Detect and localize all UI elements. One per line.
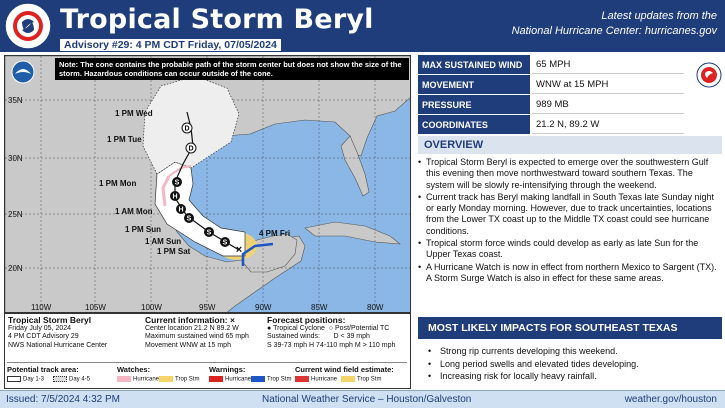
lon-85w: 85W	[311, 303, 328, 312]
lon-90w: 90W	[255, 303, 272, 312]
track-point-letter: S	[206, 229, 212, 237]
impact-item: • Strong rip currents developing this weekend.	[428, 345, 718, 358]
lat-30n: 30N	[8, 154, 23, 163]
label-1pm-wed: 1 PM Wed	[115, 109, 153, 118]
current-movement: Movement WNW at 15 mph	[145, 341, 231, 349]
overview-item: • Current track has Beryl making landfall in South Texas late Sunday night or early Monday morning. However, due to track uncertainties, locations from the Lower TX coast up to the Middle TX coast could see hurricane conditions.	[418, 192, 722, 237]
lon-110w: 110W	[31, 303, 52, 312]
point-sun-pm	[176, 204, 186, 214]
map-legend	[7, 362, 407, 388]
lat-25n: 25N	[8, 210, 23, 219]
lat-20n: 20N	[8, 264, 23, 273]
sustained-winds-row1: Sustained winds: D < 39 mph	[267, 333, 370, 340]
track-point-letter: H	[172, 193, 178, 201]
current-info-title: Current information: ×	[145, 315, 235, 325]
legend-day45: Day 4-5	[53, 376, 90, 383]
impacts-header: MOST LIKELY IMPACTS FOR SOUTHEAST TEXAS	[418, 317, 722, 339]
label-1pm-mon: 1 PM Mon	[99, 179, 137, 188]
nhc-logo-icon	[696, 62, 722, 88]
overview-header: OVERVIEW	[418, 136, 722, 154]
issued-timestamp: Issued: 7/5/2024 4:32 PM	[6, 394, 120, 405]
current-position-icon: ×	[235, 244, 243, 256]
point-sat-am	[220, 237, 230, 247]
impacts-list	[428, 345, 718, 383]
forecast-cone-map	[4, 55, 411, 313]
label-1am-sun: 1 AM Sun	[145, 237, 182, 246]
track-point-letter: D	[184, 125, 190, 133]
overview-item: • Tropical storm force winds could develop as early as late Sun for the Upper Texas coast.	[418, 238, 722, 261]
stat-row-wind	[418, 55, 722, 75]
track-point-letter: S	[186, 215, 192, 223]
map-graphic	[5, 56, 411, 313]
track-point-letter: S	[174, 179, 180, 187]
forecast-title: Forecast positions:	[267, 315, 346, 325]
storm-name: Tropical Storm Beryl	[8, 315, 92, 325]
track-point-letter: H	[178, 206, 184, 214]
point-sun-am	[184, 213, 194, 223]
legend-track-title: Potential track area:	[7, 365, 79, 374]
legend-warn-tropstm: Trop Stm	[251, 376, 291, 383]
forecast-positions-col	[267, 316, 409, 350]
latest-updates-line1: Latest updates from the	[601, 10, 717, 22]
point-mon-pm	[172, 177, 182, 187]
stat-value: 21.2 N, 89.2 W	[532, 115, 684, 134]
lon-105w: 105W	[85, 303, 106, 312]
filled-circle-icon: ●	[267, 324, 272, 332]
point-wed	[182, 123, 192, 133]
legend-watch-tropstm: Trop Stm	[159, 376, 199, 383]
forecast-symbols: ● Tropical Cyclone ○ Post/Potential TC	[267, 324, 390, 332]
overview-list	[418, 157, 722, 285]
noaa-logo-icon	[11, 60, 35, 84]
website-link[interactable]: weather.gov/houston	[624, 394, 717, 405]
lon-80w: 80W	[367, 303, 384, 312]
current-info-col	[145, 316, 275, 350]
overview-item: • Tropical Storm Beryl is expected to emerge over the southwestern Gulf this evening then move northwestward toward southern Texas. The system will be slowly re-intensifying through the weekend.	[418, 157, 722, 191]
stat-label: MOVEMENT	[418, 75, 530, 94]
impact-item: • Increasing risk for locally heavy rainfall.	[428, 370, 718, 383]
stat-row-coordinates	[418, 115, 722, 135]
legend-watch-title: Watches:	[117, 365, 151, 374]
stat-label: PRESSURE	[418, 95, 530, 114]
stat-label: MAX SUSTAINED WIND	[418, 55, 530, 74]
label-1pm-tue: 1 PM Tue	[107, 135, 142, 144]
storm-id-col	[8, 316, 138, 350]
storm-source: NWS National Hurricane Center	[8, 341, 108, 349]
stat-value: WNW at 15 MPH	[532, 75, 684, 94]
legend-day13: Day 1-3	[7, 376, 44, 383]
current-center: Center location 21.2 N 89.2 W	[145, 324, 239, 332]
label-1am-mon: 1 AM Mon	[115, 207, 153, 216]
label-1pm-sat: 1 PM Sat	[157, 247, 191, 256]
lon-100w: 100W	[141, 303, 162, 312]
impact-item: • Long period swells and elevated tides developing.	[428, 358, 718, 371]
stat-row-movement	[418, 75, 722, 95]
cuba-landmass	[305, 222, 400, 244]
legend-wind-hurricane: Hurricane	[295, 376, 337, 383]
stat-row-pressure	[418, 95, 722, 115]
stat-label: COORDINATES	[418, 115, 530, 134]
legend-warn-hurricane: Hurricane	[209, 376, 251, 383]
stat-value: 65 MPH	[532, 55, 684, 74]
legend-watch-hurricane: Hurricane	[117, 376, 159, 383]
current-max-wind: Maximum sustained wind 65 mph	[145, 333, 249, 340]
label-1pm-sun: 1 PM Sun	[125, 225, 162, 234]
lat-35n: 35N	[8, 96, 23, 105]
sustained-winds-row2: S 39-73 mph H 74-110 mph M > 110 mph	[267, 341, 396, 349]
legend-wind-title: Current wind field estimate:	[295, 365, 394, 374]
cone-note: Note: The cone contains the probable path of the storm center but does not show the size of the storm. Hazardous conditions can occur outside of the cone.	[55, 58, 409, 80]
storm-date: Friday July 05, 2024	[8, 324, 72, 332]
label-4pm-fri: 4 PM Fri	[259, 229, 291, 238]
advisory-line: Advisory #29: 4 PM CDT Friday, 07/05/2024	[60, 39, 281, 51]
track-point-letter: S	[222, 239, 228, 247]
legend-warn-title: Warnings:	[209, 365, 246, 374]
storm-info-panel	[4, 313, 411, 389]
footer-bar	[0, 390, 725, 408]
point-mon-am	[170, 191, 180, 201]
open-circle-icon: ○	[328, 324, 334, 332]
point-tue	[186, 143, 196, 153]
stat-value: 989 MB	[532, 95, 684, 114]
overview-item: • A Hurricane Watch is now in effect from northern Mexico to Sargent (TX). A Storm Surge Watch is also in effect for these same areas.	[418, 262, 722, 285]
legend-wind-tropstm: Trop Stm	[341, 376, 381, 383]
page-title: Tropical Storm Beryl	[60, 4, 374, 35]
office-name: National Weather Service – Houston/Galveston	[262, 394, 472, 405]
latest-updates-line2[interactable]: National Hurricane Center: hurricanes.gov	[511, 25, 717, 37]
track-point-letter: D	[188, 145, 194, 153]
point-sat-pm	[204, 227, 214, 237]
storm-advisory: 4 PM CDT Advisory 29	[8, 333, 79, 340]
nws-logo-icon	[4, 2, 52, 50]
lon-95w: 95W	[199, 303, 216, 312]
